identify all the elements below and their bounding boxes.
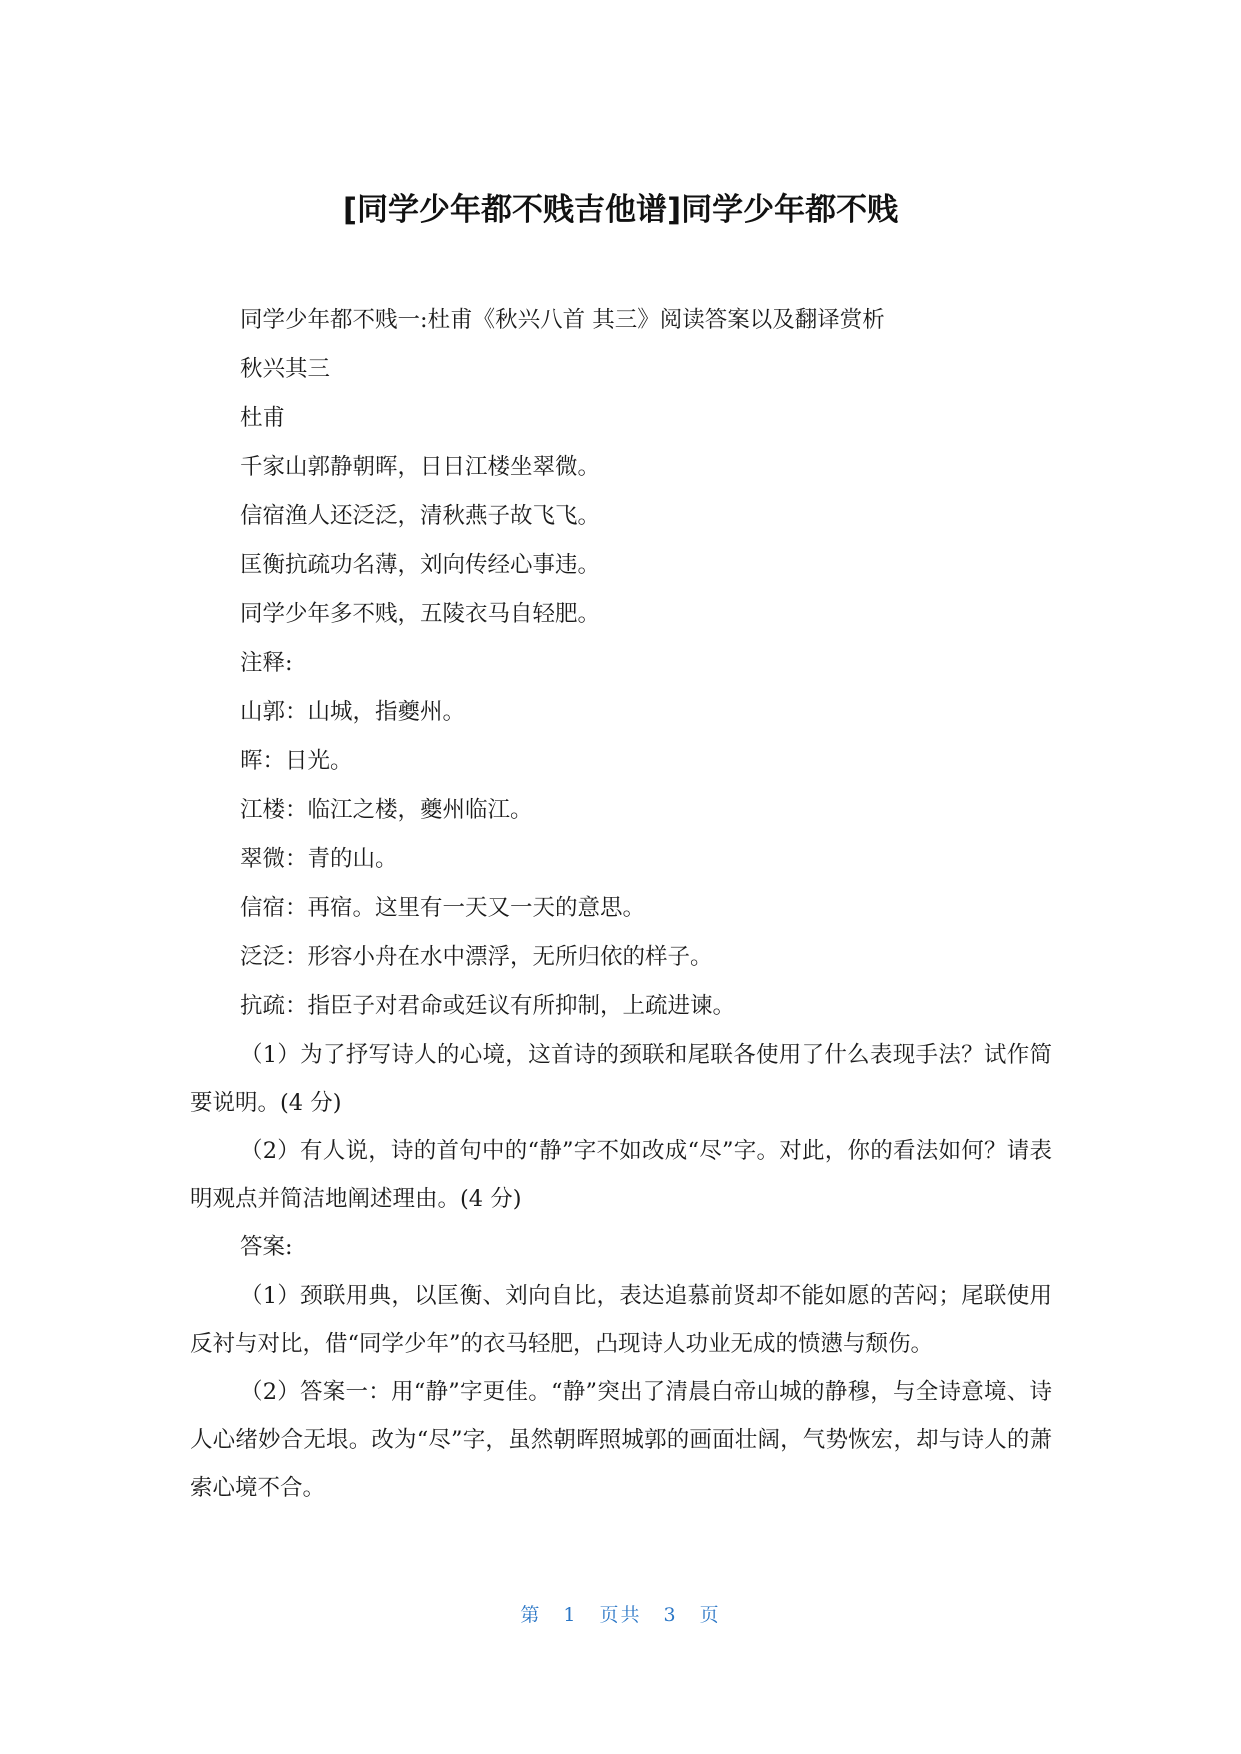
note-item: 江楼：临江之楼，夔州临江。 — [240, 797, 533, 823]
document-title: [同学少年都不贱吉他谱]同学少年都不贱 — [342, 192, 899, 228]
page-number-footer: 第 1 页共 3 页 — [520, 1604, 721, 1626]
question-2: （2）有人说，诗的首句中的“静”字不如改成“尽”字。对此，你的看法如何？请表明观点并简洁地阐述理由。(4 分) — [190, 1138, 1052, 1212]
poem-verse: 同学少年多不贱，五陵衣马自轻肥。 — [240, 601, 601, 627]
note-item: 泛泛：形容小舟在水中漂浮，无所归依的样子。 — [240, 944, 713, 970]
answer-1: （1）颈联用典，以匡衡、刘向自比，表达追慕前贤却不能如愿的苦闷；尾联使用反衬与对比，借“同学少年”的衣马轻肥，凸现诗人功业无成的愤懑与颓伤。 — [190, 1283, 1052, 1357]
note-item: 信宿：再宿。这里有一天又一天的意思。 — [240, 895, 646, 921]
poem-author: 杜甫 — [240, 405, 286, 431]
answer-heading: 答案: — [240, 1234, 293, 1260]
note-item: 抗疏：指臣子对君命或廷议有所抑制，上疏进谏。 — [240, 993, 736, 1019]
intro-line: 同学少年都不贱一:杜甫《秋兴八首 其三》阅读答案以及翻译赏析 — [240, 307, 885, 333]
poem-verse: 信宿渔人还泛泛，清秋燕子故飞飞。 — [240, 503, 601, 529]
question-1: （1）为了抒写诗人的心境，这首诗的颈联和尾联各使用了什么表现手法？试作简要说明。(4 分) — [190, 1042, 1052, 1116]
answer-2: （2）答案一：用“静”字更佳。“静”突出了清晨白帝山城的静穆，与全诗意境、诗人心绪妙合无垠。改为“尽”字，虽然朝晖照城郭的画面壮阔，气势恢宏，却与诗人的萧索心境不合。 — [190, 1379, 1052, 1501]
document-body — [190, 296, 1052, 1512]
note-item: 晖：日光。 — [240, 748, 353, 774]
poem-verse: 匡衡抗疏功名薄，刘向传经心事违。 — [240, 552, 601, 578]
poem-title: 秋兴其三 — [240, 356, 331, 382]
note-item: 翠微：青的山。 — [240, 846, 398, 872]
note-item: 山郭：山城，指夔州。 — [240, 699, 466, 725]
notes-heading: 注释: — [240, 650, 293, 676]
poem-verse: 千家山郭静朝晖，日日江楼坐翠微。 — [240, 454, 601, 480]
